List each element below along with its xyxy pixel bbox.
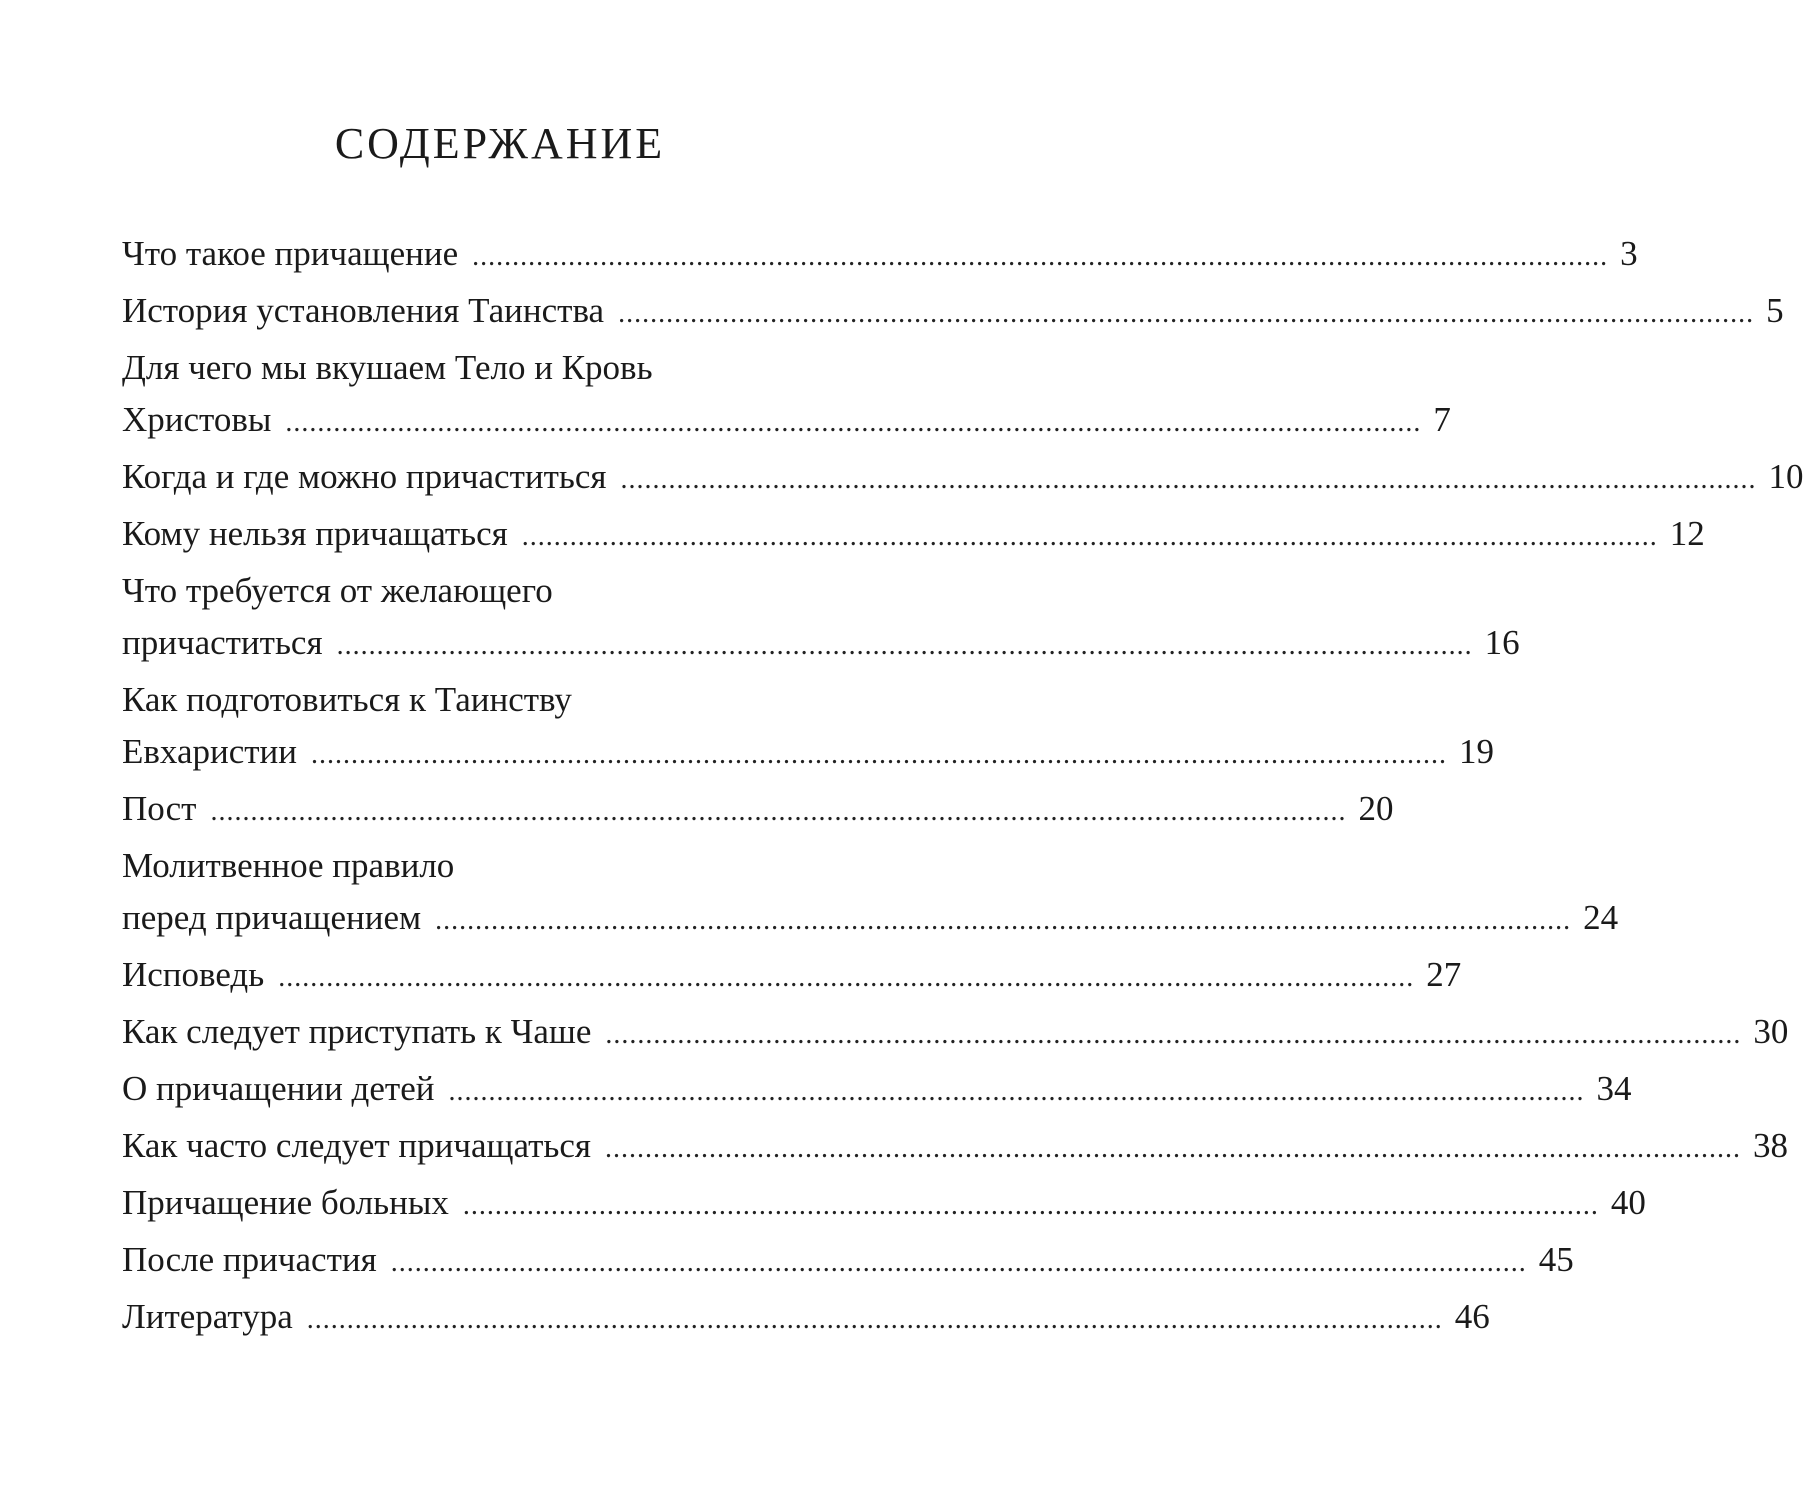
- toc-entry-title: Когда и где можно причаститься: [122, 457, 607, 496]
- dot-leader: ..............................................................................................................................................: [618, 298, 1755, 329]
- dot-leader: ..............................................................................................................................................: [472, 241, 1609, 272]
- toc-page-number: 16: [1484, 623, 1520, 662]
- toc-entry: [122, 228, 1638, 283]
- toc-entry-title: Христовы: [122, 400, 272, 439]
- toc-entry-line: [122, 1006, 1789, 1061]
- toc-entry: [122, 1006, 1789, 1061]
- toc-entry: [122, 1063, 1632, 1118]
- toc-entry: [122, 1234, 1574, 1289]
- toc-page-number: 40: [1610, 1183, 1646, 1222]
- toc-entry: [122, 1291, 1490, 1346]
- dot-leader: ..............................................................................................................................................: [336, 630, 1473, 661]
- dot-leader: ..............................................................................................................................................: [462, 1190, 1599, 1221]
- toc-entry-title: Что требуется от желающего: [122, 571, 553, 610]
- toc-page-number: 46: [1454, 1297, 1490, 1336]
- toc-entry-title: Как подготовиться к Таинству: [122, 680, 572, 719]
- toc-entry-line: [122, 949, 1462, 1004]
- toc-entry: [122, 565, 1520, 672]
- toc-entry: [122, 508, 1705, 563]
- dot-leader: ..............................................................................................................................................: [620, 464, 1757, 495]
- toc-entry-title: Литература: [122, 1297, 293, 1336]
- dot-leader: ..............................................................................................................................................: [605, 1019, 1742, 1050]
- toc-entry: [122, 451, 1803, 506]
- toc-page-number: 3: [1620, 234, 1638, 273]
- dot-leader: ..............................................................................................................................................: [390, 1247, 1527, 1278]
- toc-entry-line: [122, 1063, 1632, 1118]
- toc-page-number: 45: [1538, 1240, 1574, 1279]
- toc-entry-line: [122, 726, 1494, 781]
- toc-entry-line: [122, 394, 1451, 449]
- dot-leader: ..............................................................................................................................................: [521, 521, 1658, 552]
- toc-entry-line: [122, 1234, 1574, 1289]
- page-title: СОДЕРЖАНИЕ: [334, 119, 666, 168]
- toc-entry: [122, 840, 1619, 947]
- toc-page-number: 10: [1768, 457, 1803, 496]
- toc-entry-title: О причащении детей: [122, 1069, 435, 1108]
- toc-entry-line: [122, 1120, 1788, 1175]
- toc-entry-line: [122, 1291, 1490, 1346]
- toc-entry: [122, 949, 1462, 1004]
- dot-leader: ..............................................................................................................................................: [448, 1076, 1585, 1107]
- toc-entry: [122, 342, 1451, 449]
- toc-entry-line: [122, 1177, 1646, 1232]
- toc-entry-title: Для чего мы вкушаем Тело и Кровь: [122, 348, 653, 387]
- toc-entry-line: [122, 840, 862, 892]
- dot-leader: ..............................................................................................................................................: [306, 1304, 1443, 1335]
- toc-page-number: 20: [1358, 789, 1394, 828]
- toc-entry-line: [122, 783, 1394, 838]
- toc-entry-title: причаститься: [122, 623, 323, 662]
- toc-entry-line: [122, 508, 1705, 563]
- toc-page-number: 5: [1766, 291, 1784, 330]
- toc-entry: [122, 674, 1494, 781]
- dot-leader: ..............................................................................................................................................: [435, 905, 1572, 936]
- toc-entry-line: [122, 892, 1619, 947]
- toc-entry-title: перед причащением: [122, 898, 422, 937]
- dot-leader: ..............................................................................................................................................: [311, 739, 1447, 770]
- toc-entry-line: [122, 674, 862, 726]
- toc-entry-line: [122, 285, 1784, 340]
- toc-entry-title: Исповедь: [122, 955, 265, 994]
- toc-entry-title: История установления Таинства: [122, 291, 605, 330]
- toc-entry-title: Кому нельзя причащаться: [122, 514, 508, 553]
- toc-entry-title: Пост: [122, 789, 197, 828]
- toc-entry-line: [122, 617, 1520, 672]
- toc-entry: [122, 1120, 1788, 1175]
- toc-entry-title: Как следует приступать к Чаше: [122, 1012, 592, 1051]
- toc-page-number: 7: [1433, 400, 1451, 439]
- dot-leader: ..............................................................................................................................................: [605, 1133, 1741, 1164]
- toc-entry-title: Что такое причащение: [122, 234, 459, 273]
- toc-entry-line: [122, 451, 1803, 506]
- dot-leader: ..............................................................................................................................................: [210, 796, 1347, 827]
- toc-entry: [122, 285, 1784, 340]
- toc-entry-line: [122, 565, 862, 617]
- dot-leader: ..............................................................................................................................................: [285, 407, 1422, 438]
- toc-entry-title: Молитвенное правило: [122, 846, 455, 885]
- toc-entry: [122, 1177, 1646, 1232]
- toc-page-number: 12: [1669, 514, 1705, 553]
- toc-entry-title: После причастия: [122, 1240, 377, 1279]
- toc-entry-line: [122, 342, 862, 394]
- toc-page-number: 38: [1753, 1126, 1788, 1165]
- toc-page-number: 24: [1583, 898, 1619, 937]
- toc-page-number: 34: [1596, 1069, 1632, 1108]
- toc-page-number: 27: [1426, 955, 1462, 994]
- dot-leader: ..............................................................................................................................................: [278, 962, 1415, 993]
- toc-entry-title: Евхаристии: [122, 732, 297, 771]
- toc-entry-line: [122, 228, 1638, 283]
- table-of-contents: [122, 228, 1803, 1348]
- toc-entry-title: Причащение больных: [122, 1183, 449, 1222]
- toc-entry-title: Как часто следует причащаться: [122, 1126, 591, 1165]
- toc-entry: [122, 783, 1394, 838]
- toc-page-number: 30: [1753, 1012, 1789, 1051]
- toc-page-number: 19: [1459, 732, 1494, 771]
